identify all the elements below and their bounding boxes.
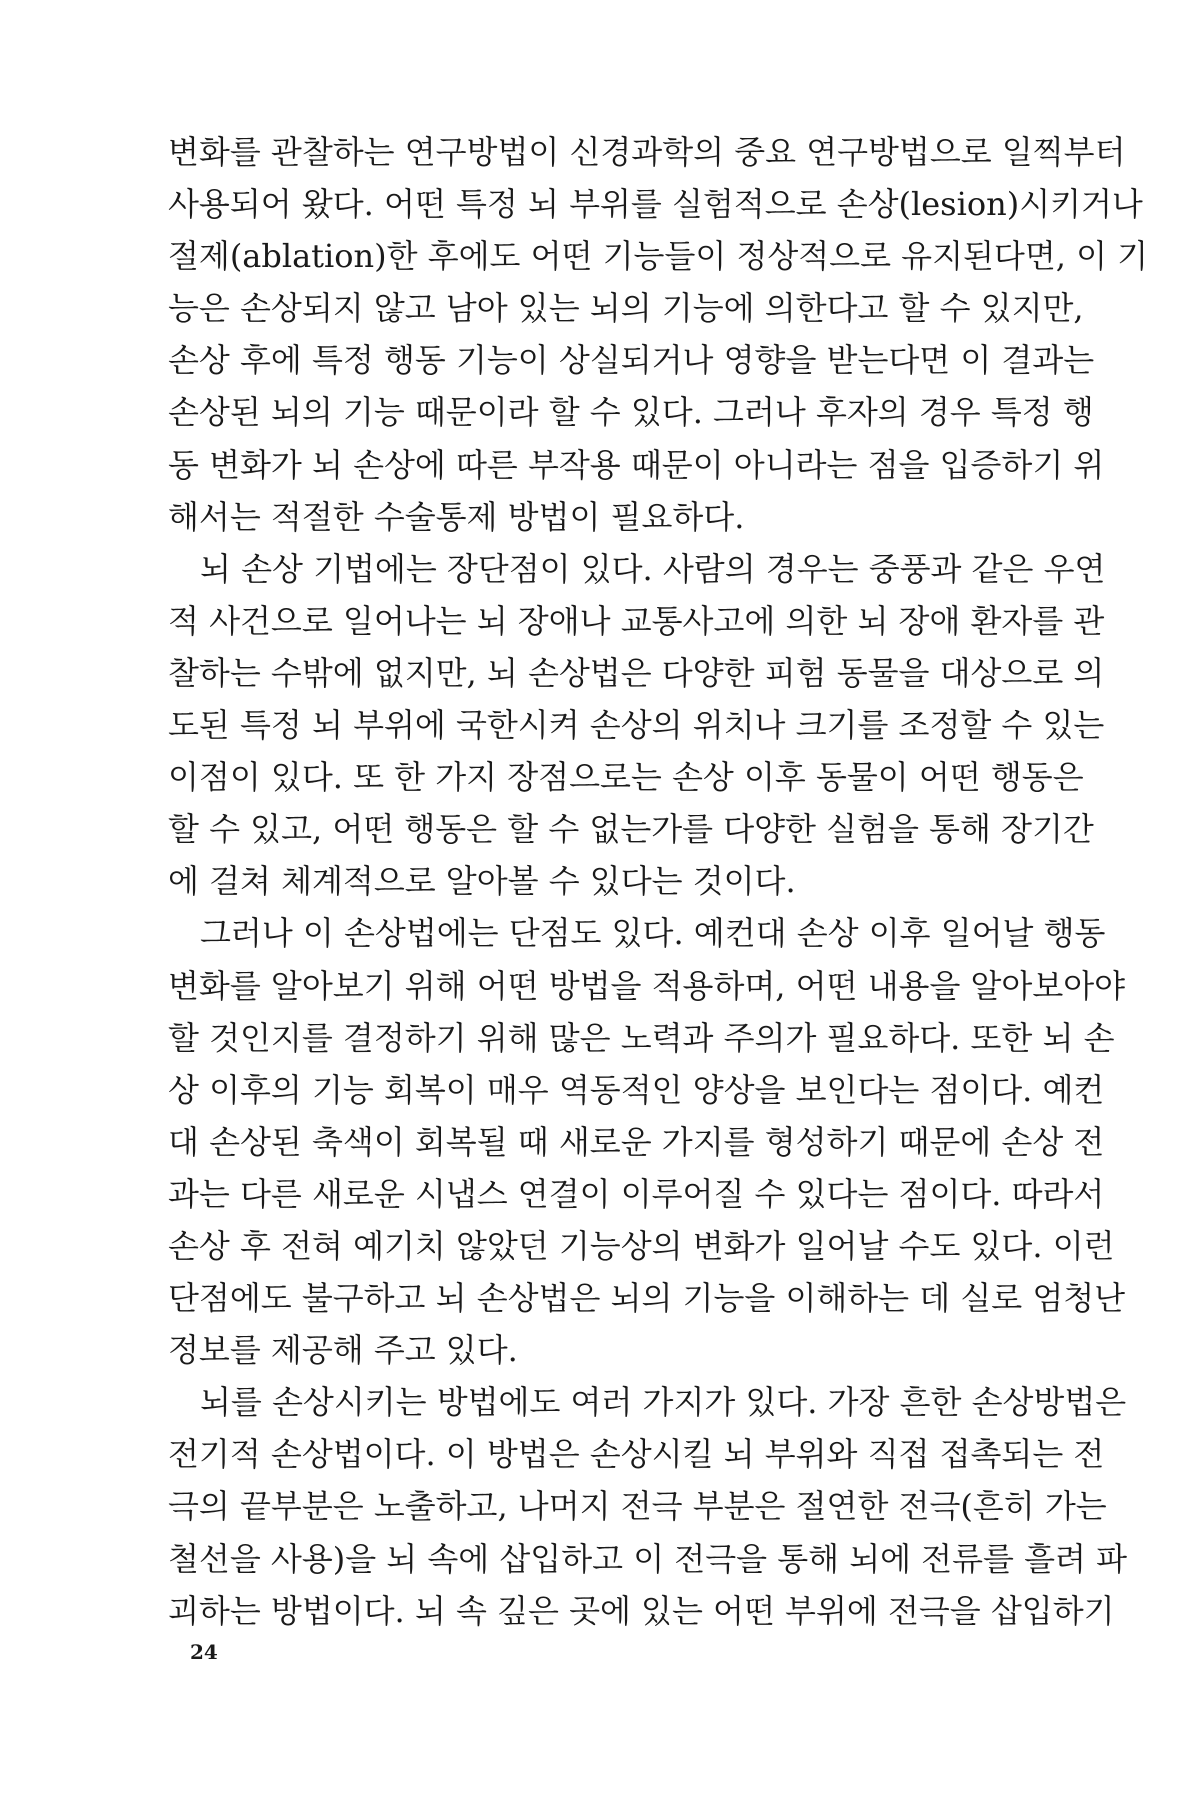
text-line: 손상 후 전혀 예기치 않았던 기능상의 변화가 일어날 수도 있다. 이런 — [168, 1226, 1115, 1265]
text-line: 해서는 적절한 수술통제 방법이 필요하다. — [168, 497, 745, 536]
text-line: 단점에도 불구하고 뇌 손상법은 뇌의 기능을 이해하는 데 실로 엄청난 — [168, 1279, 1126, 1318]
text-line: 과는 다른 새로운 시냅스 연결이 이루어질 수 있다는 점이다. 따라서 — [168, 1174, 1105, 1213]
body-text — [168, 126, 1149, 1637]
text-line: 그러나 이 손상법에는 단점도 있다. 예컨대 손상 이후 일어날 행동 — [200, 914, 1106, 953]
text-line: 변화를 관찰하는 연구방법이 신경과학의 중요 연구방법으로 일찍부터 — [168, 133, 1126, 171]
text-line: 극의 끝부분은 노출하고, 나머지 전극 부분은 절연한 전극(흔히 가는 — [168, 1487, 1107, 1526]
text-line: 뇌 손상 기법에는 장단점이 있다. 사람의 경우는 중풍과 같은 우연 — [200, 549, 1106, 588]
text-line: 찰하는 수밖에 없지만, 뇌 손상법은 다양한 피험 동물을 대상으로 의 — [168, 653, 1105, 692]
text-line: 변화를 알아보기 위해 어떤 방법을 적용하며, 어떤 내용을 알아보아야 — [168, 966, 1126, 1005]
text-line: 전기적 손상법이다. 이 방법은 손상시킬 뇌 부위와 직접 접촉되는 전 — [168, 1435, 1105, 1474]
text-line: 이점이 있다. 또 한 가지 장점으로는 손상 이후 동물이 어떤 행동은 — [168, 758, 1084, 797]
text-line: 손상 후에 특정 행동 기능이 상실되거나 영향을 받는다면 이 결과는 — [168, 341, 1095, 380]
text-line: 절제(ablation)한 후에도 어떤 기능들이 정상적으로 유지된다면, 이 기 — [168, 237, 1149, 276]
text-line: 사용되어 왔다. 어떤 특정 뇌 부위를 실험적으로 손상(lesion)시키거나 — [168, 185, 1143, 224]
text-line: 동 변화가 뇌 손상에 따른 부작용 때문이 아니라는 점을 입증하기 위 — [168, 445, 1105, 484]
text-line: 에 걸쳐 체계적으로 알아볼 수 있다는 것이다. — [168, 862, 796, 901]
text-line: 능은 손상되지 않고 남아 있는 뇌의 기능에 의한다고 할 수 있지만, — [168, 289, 1084, 328]
text-line: 도된 특정 뇌 부위에 국한시켜 손상의 위치나 크기를 조정할 수 있는 — [168, 706, 1105, 745]
text-line: 적 사건으로 일어나는 뇌 장애나 교통사고에 의한 뇌 장애 환자를 관 — [168, 601, 1105, 640]
text-line: 상 이후의 기능 회복이 매우 역동적인 양상을 보인다는 점이다. 예컨 — [168, 1070, 1105, 1109]
text-line: 괴하는 방법이다. 뇌 속 깊은 곳에 있는 어떤 부위에 전극을 삽입하기 — [168, 1591, 1115, 1630]
text-line: 뇌를 손상시키는 방법에도 여러 가지가 있다. 가장 흔한 손상방법은 — [200, 1383, 1127, 1422]
text-line: 대 손상된 축색이 회복될 때 새로운 가지를 형성하기 때문에 손상 전 — [168, 1122, 1105, 1161]
text-line: 철선을 사용)을 뇌 속에 삽입하고 이 전극을 통해 뇌에 전류를 흘려 파 — [168, 1539, 1128, 1578]
text-line: 할 수 있고, 어떤 행동은 할 수 없는가를 다양한 실험을 통해 장기간 — [168, 810, 1094, 849]
page-number: 24 — [190, 1640, 218, 1664]
text-line: 할 것인지를 결정하기 위해 많은 노력과 주의가 필요하다. 또한 뇌 손 — [168, 1018, 1115, 1057]
text-line: 정보를 제공해 주고 있다. — [168, 1331, 518, 1370]
text-line: 손상된 뇌의 기능 때문이라 할 수 있다. 그러나 후자의 경우 특정 행 — [168, 393, 1094, 432]
